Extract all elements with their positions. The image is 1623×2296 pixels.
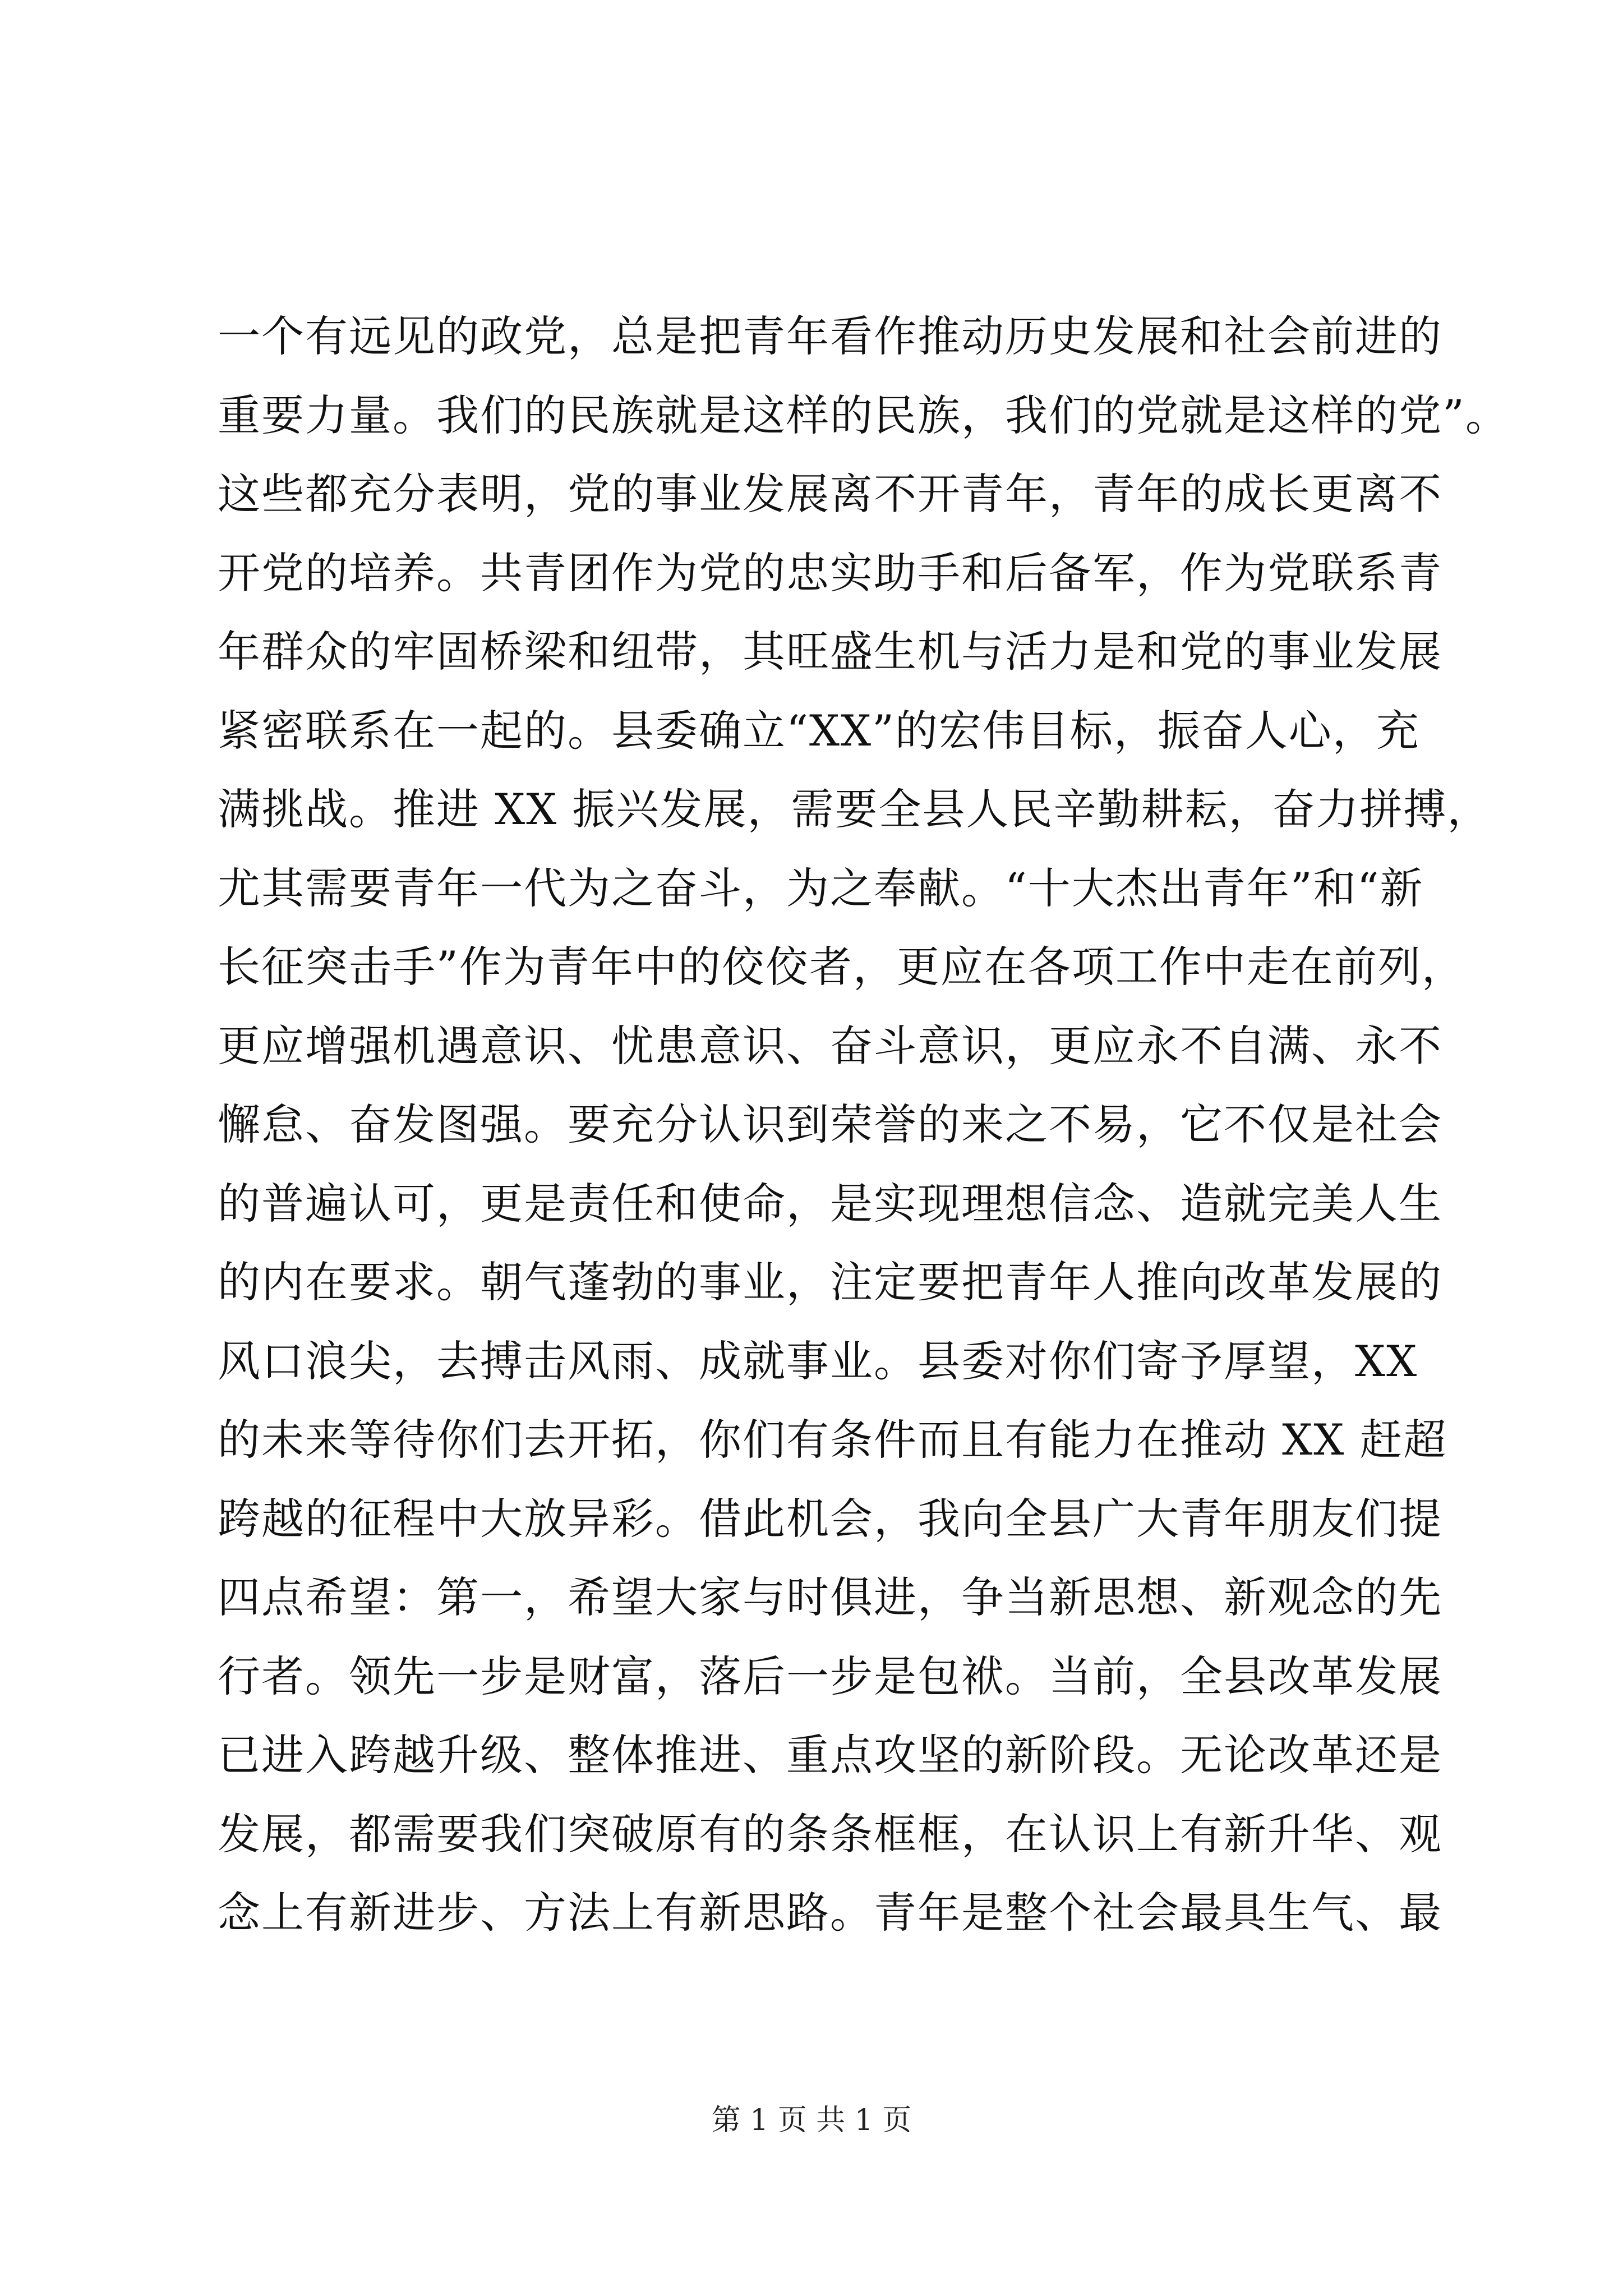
page-footer	[0, 2098, 1623, 2143]
text-line: 重要力量。我们的民族就是这样的民族，我们的党就是这样的党”。	[218, 390, 1509, 440]
text-line: 念上有新进步、方法上有新思路。青年是整个社会最具生气、最	[218, 1888, 1442, 1938]
text-line: 四点希望：第一，希望大家与时俱进，争当新思想、新观念的先	[218, 1572, 1442, 1622]
text-line: 风口浪尖，去搏击风雨、成就事业。县委对你们寄予厚望，XX	[218, 1336, 1418, 1386]
text-line: 行者。领先一步是财富，落后一步是包袱。当前，全县改革发展	[218, 1651, 1442, 1701]
text-line: 已进入跨越升级、整体推进、重点攻坚的新阶段。无论改革还是	[218, 1730, 1442, 1780]
text-line: 这些都充分表明，党的事业发展离不开青年，青年的成长更离不	[218, 469, 1442, 519]
text-line: 尤其需要青年一代为之奋斗，为之奉献。“十大杰出青年”和“新	[218, 863, 1424, 913]
text-line: 年群众的牢固桥梁和纽带，其旺盛生机与活力是和党的事业发展	[218, 627, 1442, 677]
text-line: 的普遍认可，更是责任和使命，是实现理想信念、造就完美人生	[218, 1178, 1442, 1228]
page-number-label: 第 1 页 共 1 页	[711, 2104, 912, 2137]
text-line: 跨越的征程中大放异彩。借此机会，我向全县广大青年朋友们提	[218, 1493, 1442, 1544]
text-line: 长征突击手”作为青年中的佼佼者，更应在各项工作中走在前列，	[218, 942, 1465, 992]
text-line: 的未来等待你们去开拓，你们有条件而且有能力在推动 XX 赶超	[218, 1415, 1447, 1465]
body-text	[218, 297, 1509, 1953]
text-line: 紧密联系在一起的。县委确立“XX”的宏伟目标，振奋人心，充	[218, 705, 1420, 756]
text-line: 懈怠、奋发图强。要充分认识到荣誉的来之不易，它不仅是社会	[218, 1099, 1442, 1149]
text-line: 更应增强机遇意识、忧患意识、奋斗意识，更应永不自满、永不	[218, 1020, 1442, 1071]
text-line: 一个有远见的政党，总是把青年看作推动历史发展和社会前进的	[218, 311, 1442, 361]
text-line: 发展，都需要我们突破原有的条条框框，在认识上有新升华、观	[218, 1809, 1442, 1859]
text-line: 满挑战。推进 XX 振兴发展，需要全县人民辛勤耕耘，奋力拼搏，	[218, 784, 1491, 834]
text-line: 开党的培养。共青团作为党的忠实助手和后备军，作为党联系青	[218, 547, 1442, 598]
text-line: 的内在要求。朝气蓬勃的事业，注定要把青年人推向改革发展的	[218, 1257, 1442, 1307]
